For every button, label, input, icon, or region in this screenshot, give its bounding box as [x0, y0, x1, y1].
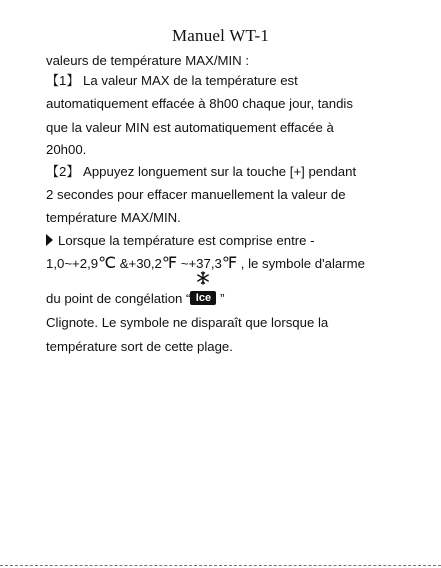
item-2-heading — [46, 163, 356, 182]
page-divider — [0, 565, 441, 566]
text-segment: du point de congélation “ — [46, 291, 191, 306]
item-number: 1 — [59, 73, 67, 88]
range-celsius: 1,0~+2,9 — [46, 256, 99, 271]
text-line: température MAX/MIN. — [46, 210, 181, 225]
text-line: automatiquement effacée à 8h00 chaque jour, tandis — [46, 96, 353, 111]
bracket-open: 【 — [46, 74, 60, 89]
bullet-line — [46, 232, 315, 250]
text-line: Clignote. Le symbole ne disparaît que lorsque la — [46, 315, 329, 330]
text-segment: Lorsque la température est comprise entre - — [58, 233, 315, 248]
text-line: 2 secondes pour effacer manuellement la valeur de — [46, 187, 346, 202]
page-title: Manuel WT-1 — [171, 26, 270, 45]
freeze-symbol-line — [46, 290, 225, 308]
ice-symbol — [190, 291, 216, 305]
fahrenheit-unit: ℉ — [161, 255, 178, 272]
text-segment: , le symbole d'alarme — [237, 256, 365, 271]
range-fahrenheit-2: ~+37,3 — [177, 256, 222, 271]
text-line: température sort de cette plage. — [46, 339, 233, 354]
ice-badge-icon: Ice — [190, 291, 216, 305]
text-line: valeurs de température MAX/MIN : — [46, 53, 250, 68]
text-line: que la valeur MIN est automatiquement effacée à — [46, 120, 334, 135]
bracket-close: 】 — [66, 74, 80, 89]
range-fahrenheit: &+30,2 — [116, 256, 162, 271]
bracket-open: 【 — [46, 165, 60, 180]
celsius-unit: ℃ — [98, 255, 117, 272]
fahrenheit-unit: ℉ — [221, 255, 238, 272]
text-segment: Appuyez longuement sur la touche [+] pendant — [79, 164, 357, 179]
item-number: 2 — [59, 164, 67, 179]
item-1-heading — [46, 72, 298, 91]
text-segment: La valeur MAX de la température est — [79, 73, 298, 88]
triangle-right-icon — [46, 234, 53, 246]
snowflake-icon — [196, 271, 210, 285]
text-segment: ” — [216, 291, 225, 306]
bracket-close: 】 — [66, 165, 80, 180]
text-line: 20h00. — [46, 142, 87, 157]
